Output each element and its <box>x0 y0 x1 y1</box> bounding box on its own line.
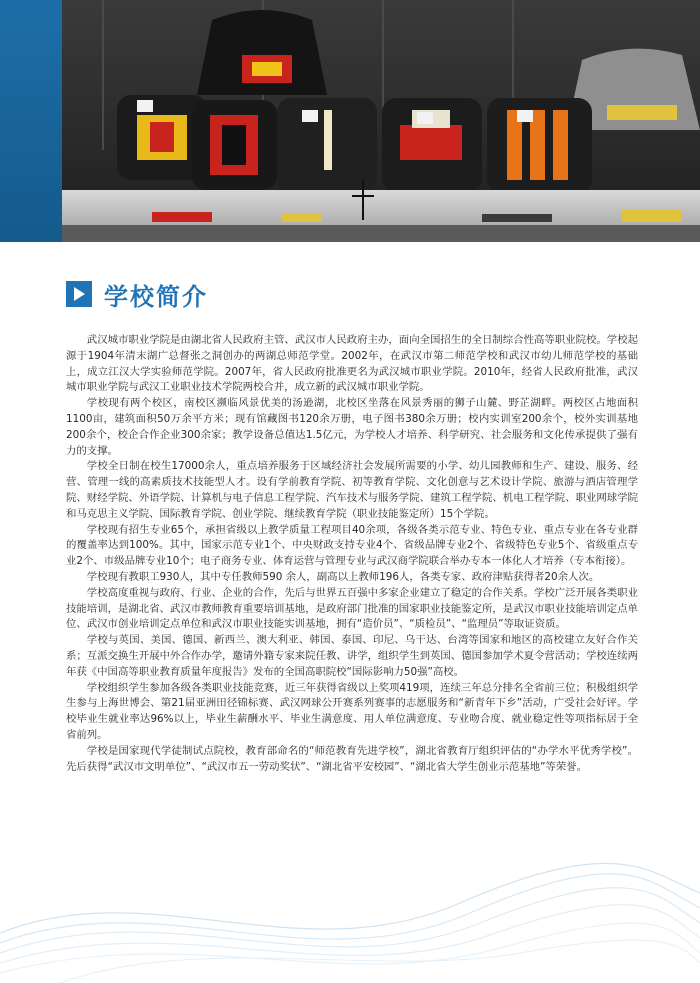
play-icon <box>66 281 92 307</box>
paragraph-3: 学校全日制在校生17000余人，重点培养服务于区域经济社会发展所需要的小学、幼儿园教师和生产、建设、服务、经营、管理一线的高素质技术技能型人才。设有学前教育学院、初等教育学院、文化创意与艺术设计学院、旅游与酒店管理学院、财经学院、外语学院、计算机与电子信息工程学院、汽车技术与服务学院、建筑工程学院、机电工程学院、职业网球学院和马克思主义学院、国际教育学院、创业学院、继续教育学院（职业技能鉴定所）15个学院。 <box>66 460 638 520</box>
paragraph-1: 武汉城市职业学院是由湖北省人民政府主管、武汉市人民政府主办，面向全国招生的全日制综合性高等职业院校。学校起源于1904年清末湖广总督张之洞创办的两湖总师范学堂。2002年，在武汉市第二师范学校和武汉市幼儿师范学校的基础上，成立江汉大学实验师范学院。2007年，省人民政府批准更名为武汉城市职业学院。2010年，经省人民政府批准，武汉城市职业学院与武汉工业职业技术学院两校合并，成立新的武汉城市职业学院。 <box>66 334 638 394</box>
paragraph-6: 学校高度重视与政府、行业、企业的合作，先后与世界五百强中多家企业建立了稳定的合作关系。学校广泛开展各类职业技能培训，是湖北省、武汉市教师教育重要培训基地，是政府部门批准的国家职业技能鉴定所，是武汉市职业技能培训定点单位、武汉市创业培训定点单位和武汉市职业技能实训基地，拥有“造价员”、“质检员”、“监理员”等取证资质。 <box>66 586 638 631</box>
section-title: 学校简介 <box>104 282 208 311</box>
paragraph-9: 学校是国家现代学徒制试点院校，教育部命名的“师范教育先进学校”，湖北省教育厅组织评估的“办学水平优秀学校”。先后获得“武汉市文明单位”、“武汉市五一劳动奖状”、“湖北省平安校园”、“湖北省大学生创业示范基地”等荣誉。 <box>66 744 638 773</box>
section-header <box>66 276 208 312</box>
paragraph-7: 学校与英国、美国、德国、新西兰、澳大利亚、韩国、泰国、印尼、乌干达、台湾等国家和地区的高校建立友好合作关系；互派交换生开展中外合作办学，邀请外籍专家来院任教、讲学，组织学生到英国、德国参加学术夏令营活动；学校连续两年获《中国高等职业教育质量年度报告》发布的全国高职院校“国际影响力50强”高校。 <box>66 634 638 678</box>
decorative-waves <box>0 813 700 983</box>
side-color-bar <box>0 0 62 242</box>
hero-photo <box>62 0 700 242</box>
school-introduction-text <box>66 333 638 775</box>
paragraph-4: 学校现有招生专业65个，承担省级以上教学质量工程项目40余项，各级各类示范专业、特色专业、重点专业在各专业群的覆盖率达到100%。其中，国家示范专业1个、中央财政支持专业4个、省级品牌专业2个、省级特色专业5个、省级重点专业2个、市级品牌专业10个；电子商务专业、体育运营与管理专业与武汉商学院联合举办专本一体化人才培养（专本衔接）。 <box>66 523 638 568</box>
paragraph-5: 学校现有教职工930人，其中专任教师590 余人，副高以上教师196人，各类专家、政府津贴获得者20余人次。 <box>86 570 600 583</box>
paragraph-8: 学校组织学生参加各级各类职业技能竞赛，近三年获得省级以上奖项419项，连续三年总分排名全省前三位；积极组织学生参与上海世博会、第21届亚洲田径锦标赛、武汉网球公开赛系列赛事的志愿服务和“新青年下乡”活动，广受社会好评。学校毕业生就业率达96%以上，毕业生薪酬水平、毕业生满意度、用人单位满意度、专业吻合度、就业稳定性等项指标居于全省前列。 <box>66 681 638 741</box>
paragraph-2: 学校现有两个校区，南校区濒临风景优美的汤逊湖，北校区坐落在风景秀丽的狮子山麓、野芷湖畔。两校区占地面积1100亩，建筑面积50万余平方米；现有馆藏图书120余万册，电子图书380余万册；校内实训室200余个，校外实训基地200余个，校企合作企业300余家；教学设备总值达1.5亿元，为学校人才培养、科学研究、社会服务和文化传承提供了强有力的支撑。 <box>66 397 638 457</box>
